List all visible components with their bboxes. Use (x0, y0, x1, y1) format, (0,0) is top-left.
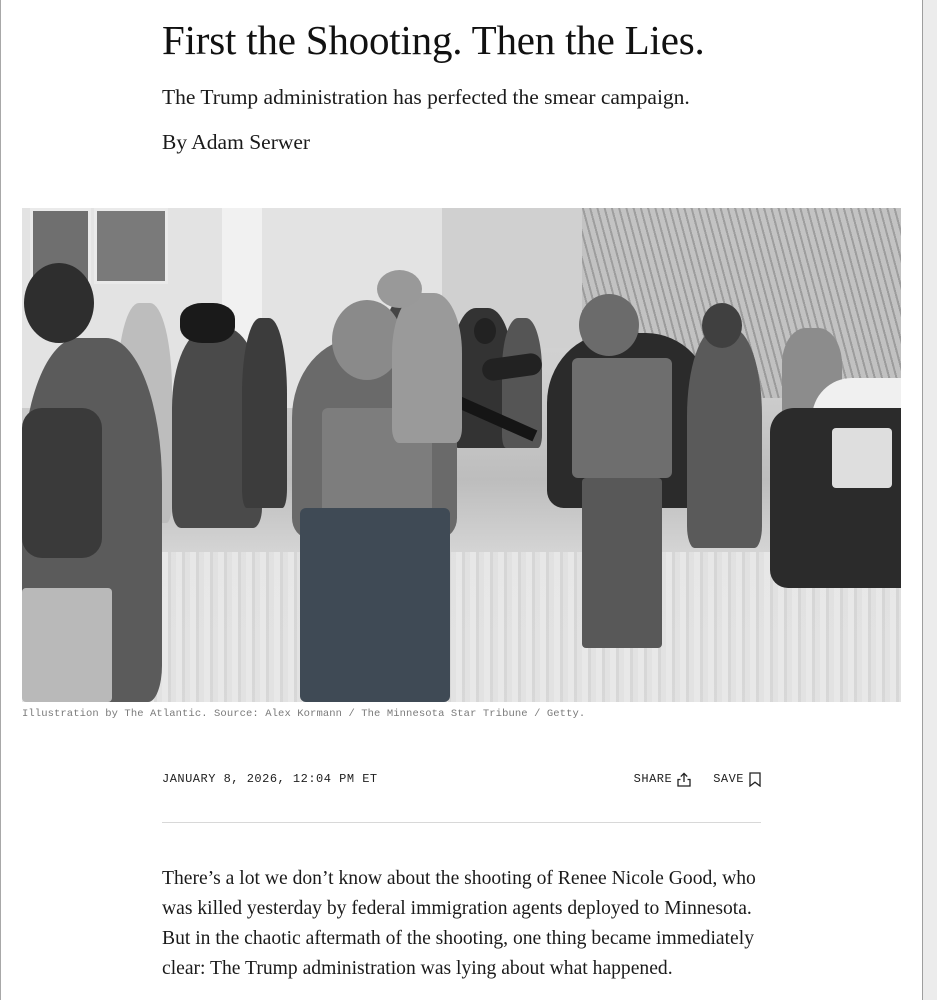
scrollbar-track[interactable] (922, 0, 937, 1000)
image-caption: Illustration by The Atlantic. Source: Alex Kormann / The Minnesota Star Tribune / Getty. (22, 708, 586, 720)
author-link[interactable]: By Adam Serwer (162, 130, 311, 154)
save-label: SAVE (713, 772, 744, 786)
dek: The Trump administration has perfected the smear campaign. (162, 85, 690, 109)
share-label: SHARE (633, 772, 673, 786)
publish-timestamp: JANUARY 8, 2026, 12:04 PM ET (162, 772, 378, 786)
meta-divider (162, 822, 761, 823)
save-button[interactable] (713, 772, 761, 787)
headline: First the Shooting. Then the Lies. (162, 17, 705, 63)
body-paragraph: There’s a lot we don’t know about the shooting of Renee Nicole Good, who was killed yesterday by federal immigration agents deployed to Minnesota. But in the chaotic aftermath of the shooting, one thing became immediately clear: The Trump administration was lying about what happened. (162, 868, 756, 979)
window-left-border (0, 0, 1, 1000)
article-actions (634, 772, 761, 787)
share-icon (677, 772, 691, 787)
share-button[interactable] (634, 772, 692, 787)
byline (162, 127, 310, 157)
article-meta-row (162, 768, 761, 790)
hero-image (22, 208, 901, 702)
bookmark-icon (749, 772, 761, 787)
